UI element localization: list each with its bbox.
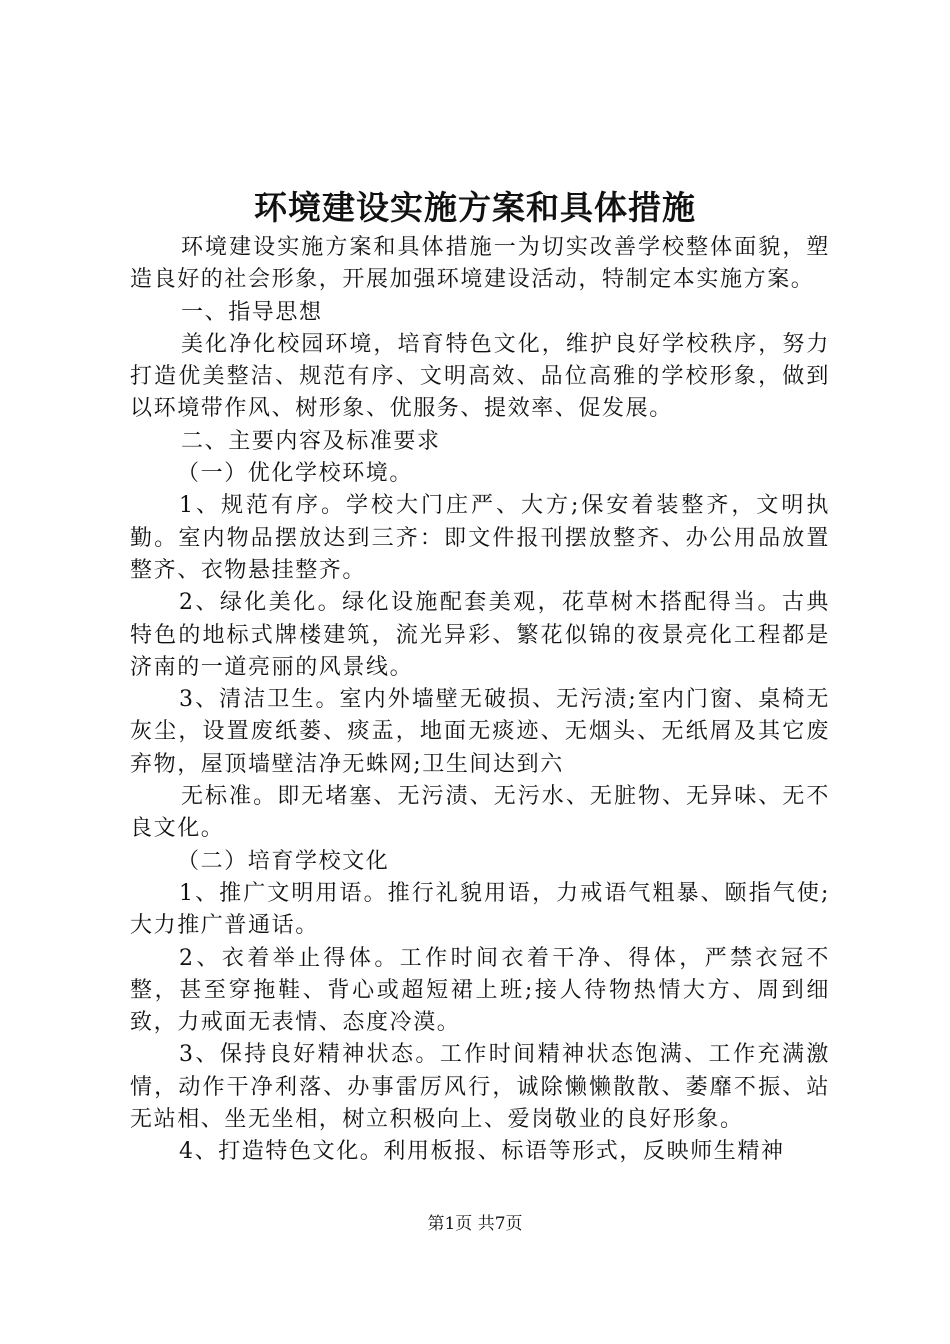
- heading-guiding-thought: 一、指导思想: [181, 299, 323, 325]
- paragraph-item-civil-language: 1、推广文明用语。推行礼貌用语，力戒语气粗暴、颐指气使;大力推广普通话。: [130, 880, 830, 939]
- paragraph-item-culture: 4、打造特色文化。利用板报、标语等形式，反映师生精神: [179, 1139, 785, 1165]
- paragraph-item-cleaning: 3、清洁卫生。室内外墙壁无破损、无污渍;室内门窗、桌椅无灰尘，设置废纸蒌、痰盂，地面无痰迹、无烟头、无纸屑及其它废弃物，屋顶墙壁洁净无蛛网;卫生间达到六: [130, 687, 830, 777]
- paragraph-item-attire: 2、衣着举止得体。工作时间衣着干净、得体，严禁衣冠不整，甚至穿拖鞋、背心或超短裙上班;接人待物热情大方、周到细致，力戒面无表情、态度冷漠。: [130, 945, 830, 1036]
- document-body: [130, 232, 830, 1169]
- document-title: 环境建设实施方案和具体措施: [254, 188, 696, 227]
- heading-main-content: 二、主要内容及标准要求: [181, 428, 441, 454]
- paragraph-item-spirit: 3、保持良好精神状态。工作时间精神状态饱满、工作充满激情，动作干净利落、办事雷厉风行，诚除懒懒散散、萎靡不振、站无站相、坐无坐相，树立积极向上、爱岗敬业的良好形象。: [130, 1042, 830, 1133]
- paragraph-item-cleaning-cont: 无标准。即无堵塞、无污渍、无污水、无脏物、无异味、无不良文化。: [130, 784, 830, 842]
- subheading-optimize-environment: （一）优化学校环境。: [177, 461, 414, 487]
- paragraph-item-greening: 2、绿化美化。绿化设施配套美观，花草树木搭配得当。古典特色的地标式牌楼建筑，流光异彩、繁花似锦的夜景亮化工程都是济南的一道亮丽的风景线。: [130, 590, 830, 680]
- paragraph-item-orderly: 1、规范有序。学校大门庄严、大方;保安着装整齐，文明执勤。室内物品摆放达到三齐：即文件报刊摆放整齐、办公用品放置整齐、衣物悬挂整齐。: [130, 493, 830, 583]
- page-number-footer: 第1页 共7页: [427, 1214, 523, 1234]
- paragraph-intro: 环境建设实施方案和具体措施一为切实改善学校整体面貌，塑造良好的社会形象，开展加强环境建设活动，特制定本实施方案。: [130, 235, 830, 293]
- paragraph-guiding-thought: 美化净化校园环境，培育特色文化，维护良好学校秩序，努力打造优美整洁、规范有序、文明高效、品位高雅的学校形象，做到以环境带作风、树形象、优服务、提效率、促发展。: [130, 331, 830, 422]
- subheading-school-culture: （二）培育学校文化: [177, 848, 390, 874]
